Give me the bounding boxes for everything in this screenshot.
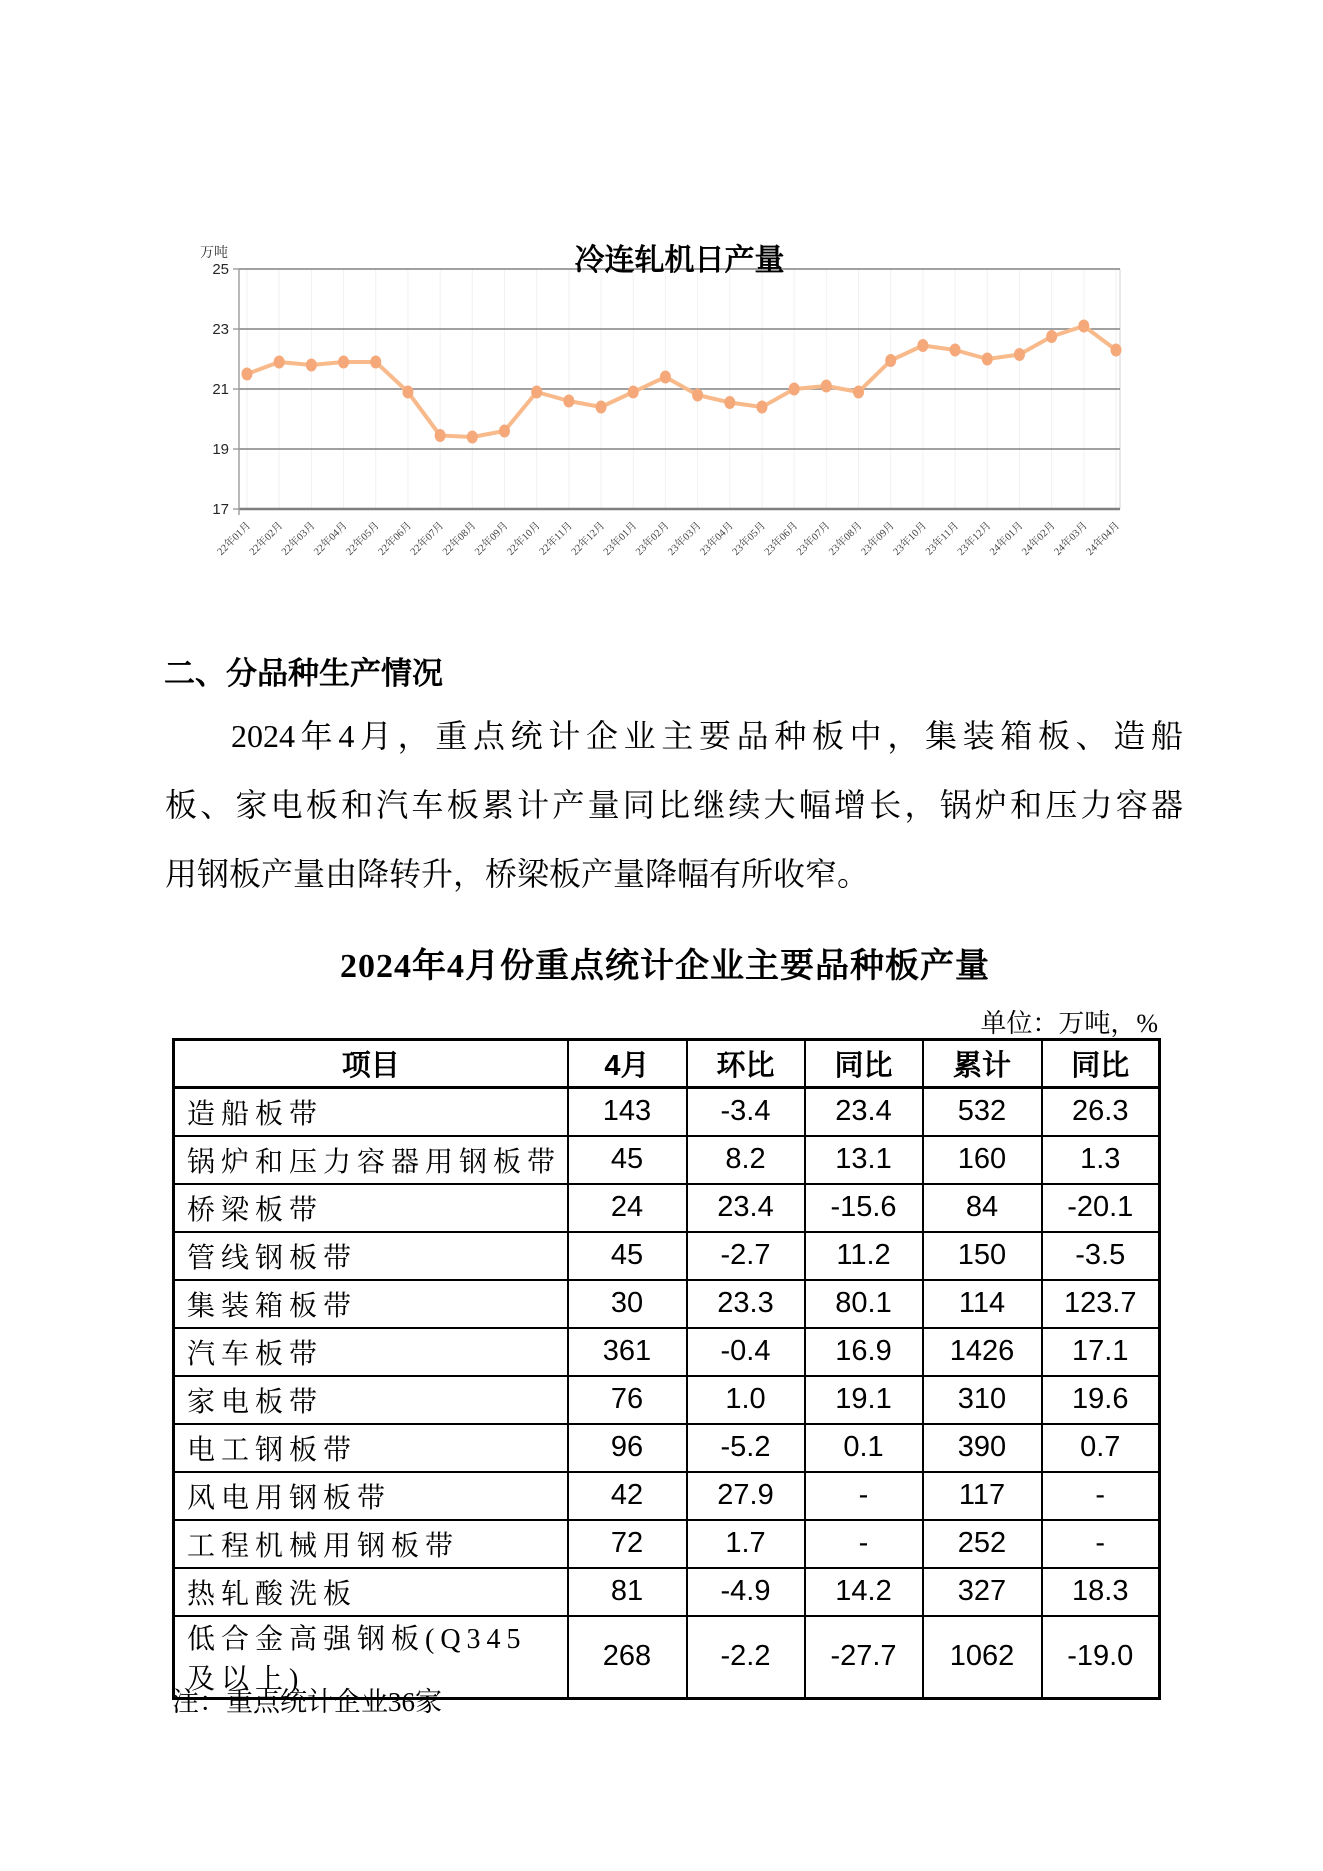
x-axis-tick-label: 23年07月 [794,520,833,558]
data-point-marker [370,356,381,369]
value-cell: 310 [923,1376,1042,1424]
value-cell: 1.3 [1042,1136,1160,1184]
table-row [174,1328,1160,1376]
value-cell: - [1042,1520,1160,1568]
data-point-marker [756,401,767,414]
data-point-marker [274,356,285,369]
x-axis-tick-label: 22年12月 [569,520,608,558]
data-point-marker [1078,320,1089,333]
y-axis-tick-label: 21 [212,381,229,398]
x-axis-tick-label: 24年04月 [1084,520,1123,558]
x-axis-tick-label: 23年06月 [762,520,801,558]
data-point-marker [950,344,961,357]
value-cell: 24 [568,1184,687,1232]
paragraph-line: 2024年4月，重点统计企业主要品种板中，集装箱板、造船 [231,718,1183,754]
production-table [172,1038,1161,1700]
value-cell: 0.1 [805,1424,923,1472]
value-cell: 532 [923,1088,1042,1136]
value-cell: 23.3 [687,1280,805,1328]
y-axis-tick-label: 17 [212,501,229,518]
data-point-marker [982,353,993,366]
value-cell: 30 [568,1280,687,1328]
row-label: 风电用钢板带 [174,1472,568,1520]
row-label: 集装箱板带 [174,1280,568,1328]
data-point-marker [338,356,349,369]
value-cell: -4.9 [687,1568,805,1616]
value-cell: 8.2 [687,1136,805,1184]
data-point-marker [596,401,607,414]
column-header: 4月 [568,1040,687,1088]
data-point-marker [853,386,864,399]
x-axis-tick-label: 23年08月 [827,520,865,558]
value-cell: 1062 [923,1616,1042,1699]
value-cell: -27.7 [805,1616,923,1699]
value-cell: -0.4 [687,1328,805,1376]
value-cell: 11.2 [805,1232,923,1280]
x-axis-tick-label: 23年10月 [891,520,930,558]
table-row [174,1472,1160,1520]
data-point-marker [435,429,446,442]
data-point-marker [821,380,832,393]
value-cell: 1.7 [687,1520,805,1568]
table-row [174,1088,1160,1136]
data-point-marker [692,389,703,402]
value-cell: 72 [568,1520,687,1568]
value-cell: 45 [568,1136,687,1184]
value-cell: -15.6 [805,1184,923,1232]
data-point-marker [467,431,478,444]
column-header: 同比 [805,1040,923,1088]
x-axis-tick-label: 22年09月 [473,520,511,558]
table-unit-note: 单位：万吨，% [980,1009,1158,1038]
data-point-marker [628,386,639,399]
value-cell: -20.1 [1042,1184,1160,1232]
row-label: 造船板带 [174,1088,568,1136]
x-axis-tick-label: 23年01月 [601,520,640,558]
y-axis-tick-label: 19 [212,441,229,458]
x-axis-tick-label: 22年01月 [215,520,254,558]
row-label: 低合金高强钢板(Q345 及以上) [174,1616,568,1699]
y-axis-tick-label: 25 [212,261,229,278]
value-cell: 1.0 [687,1376,805,1424]
table-row [174,1376,1160,1424]
data-point-marker [885,354,896,367]
column-header: 累计 [923,1040,1042,1088]
value-cell: -19.0 [1042,1616,1160,1699]
row-label: 锅炉和压力容器用钢板带 [174,1136,568,1184]
data-point-marker [306,359,317,372]
x-axis-tick-label: 22年04月 [312,520,350,558]
data-point-marker [1111,344,1122,357]
row-label: 汽车板带 [174,1328,568,1376]
table-row [174,1184,1160,1232]
value-cell: -3.4 [687,1088,805,1136]
value-cell: 16.9 [805,1328,923,1376]
row-label: 管线钢板带 [174,1232,568,1280]
value-cell: -2.7 [687,1232,805,1280]
x-axis-tick-label: 22年02月 [247,520,286,558]
x-axis-tick-label: 22年05月 [344,520,382,558]
value-cell: 84 [923,1184,1042,1232]
value-cell: 19.1 [805,1376,923,1424]
value-cell: 117 [923,1472,1042,1520]
table-row [174,1520,1160,1568]
x-axis-tick-label: 22年06月 [376,520,415,558]
row-label: 家电板带 [174,1376,568,1424]
x-axis-tick-label: 23年03月 [666,520,704,558]
value-cell: 160 [923,1136,1042,1184]
table-footnote: 注：重点统计企业36家 [172,1687,442,1717]
x-axis-tick-label: 23年12月 [955,520,994,558]
x-axis-tick-label: 22年03月 [280,520,318,558]
data-point-marker [1046,330,1057,343]
data-point-marker [660,371,671,384]
value-cell: 27.9 [687,1472,805,1520]
data-point-marker [402,386,413,399]
section-heading: 二、分品种生产情况 [164,656,443,691]
x-axis-tick-label: 22年08月 [440,520,479,558]
table-row [174,1232,1160,1280]
data-point-marker [531,386,542,399]
data-point-marker [563,395,574,408]
x-axis-tick-label: 24年03月 [1052,520,1090,558]
value-cell: - [805,1472,923,1520]
x-axis-tick-label: 22年10月 [505,520,543,558]
value-cell: 81 [568,1568,687,1616]
value-cell: 390 [923,1424,1042,1472]
table-row [174,1568,1160,1616]
row-label: 桥梁板带 [174,1184,568,1232]
value-cell: 143 [568,1088,687,1136]
x-axis-tick-label: 23年02月 [634,520,672,558]
value-cell: 23.4 [805,1088,923,1136]
table-header-row [174,1040,1160,1088]
paragraph-line: 板、家电板和汽车板累计产量同比继续大幅增长，锅炉和压力容器 [165,787,1183,823]
value-cell: 76 [568,1376,687,1424]
value-cell: -3.5 [1042,1232,1160,1280]
value-cell: 13.1 [805,1136,923,1184]
data-point-marker [724,396,735,409]
row-label: 电工钢板带 [174,1424,568,1472]
column-header: 环比 [687,1040,805,1088]
value-cell: 0.7 [1042,1424,1160,1472]
table-row [174,1136,1160,1184]
y-axis-tick-label: 23 [212,321,229,338]
table-row [174,1424,1160,1472]
value-cell: 17.1 [1042,1328,1160,1376]
data-point-marker [789,383,800,396]
x-axis-tick-label: 22年07月 [408,520,447,558]
value-cell: 26.3 [1042,1088,1160,1136]
body-paragraph [165,702,1183,909]
value-cell: 1426 [923,1328,1042,1376]
column-header: 项目 [174,1040,568,1088]
row-label: 热轧酸洗板 [174,1568,568,1616]
value-cell: 14.2 [805,1568,923,1616]
daily-output-chart [165,195,1170,575]
value-cell: -5.2 [687,1424,805,1472]
value-cell: 123.7 [1042,1280,1160,1328]
column-header: 同比 [1042,1040,1160,1088]
value-cell: 42 [568,1472,687,1520]
value-cell: 19.6 [1042,1376,1160,1424]
value-cell: 361 [568,1328,687,1376]
table-row [174,1280,1160,1328]
data-point-marker [242,368,253,381]
value-cell: 114 [923,1280,1042,1328]
x-axis-tick-label: 23年11月 [923,520,962,558]
value-cell: 150 [923,1232,1042,1280]
data-point-marker [1014,348,1025,361]
x-axis-tick-label: 22年11月 [537,520,575,558]
value-cell: 80.1 [805,1280,923,1328]
value-cell: 45 [568,1232,687,1280]
value-cell: 18.3 [1042,1568,1160,1616]
chart-title: 冷连轧机日产量 [574,244,785,277]
table-title: 2024年4月份重点统计企业主要品种板产量 [340,948,990,985]
value-cell: - [805,1520,923,1568]
x-axis-tick-label: 23年09月 [859,520,897,558]
series-line [247,326,1116,437]
value-cell: -2.2 [687,1616,805,1699]
row-label: 工程机械用钢板带 [174,1520,568,1568]
chart-y-unit-label: 万吨 [200,246,228,261]
value-cell: 327 [923,1568,1042,1616]
value-cell: 268 [568,1616,687,1699]
paragraph-line: 用钢板产量由降转升，桥梁板产量降幅有所收窄。 [165,856,870,892]
value-cell: 96 [568,1424,687,1472]
value-cell: 23.4 [687,1184,805,1232]
x-axis-tick-label: 23年04月 [698,520,736,558]
x-axis-tick-label: 24年01月 [988,520,1026,558]
data-point-marker [917,339,928,352]
x-axis-tick-label: 24年02月 [1020,520,1058,558]
value-cell: 252 [923,1520,1042,1568]
data-point-marker [499,425,510,438]
value-cell: - [1042,1472,1160,1520]
x-axis-tick-label: 23年05月 [730,520,769,558]
